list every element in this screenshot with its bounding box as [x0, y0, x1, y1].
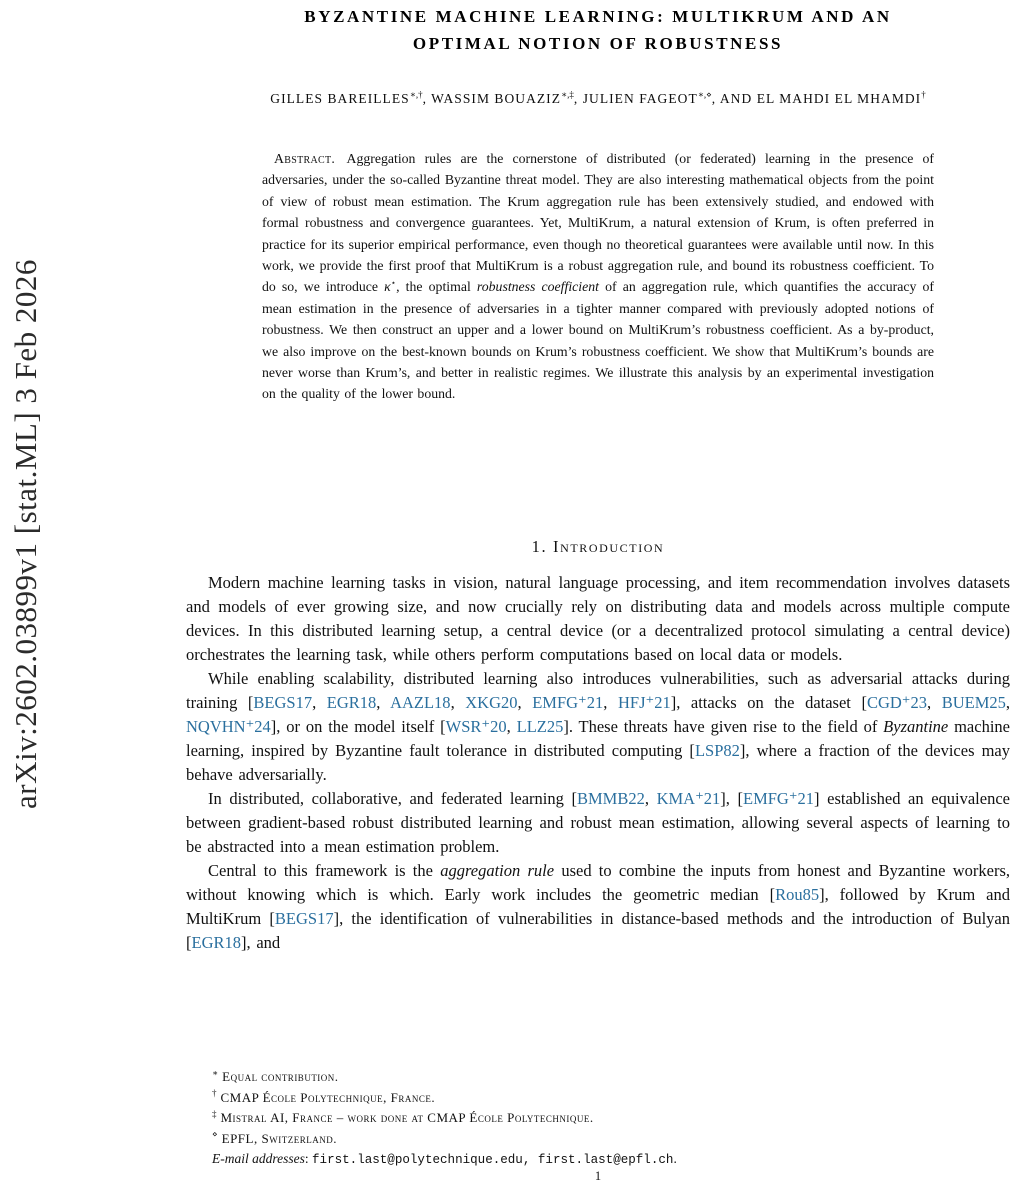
text-segment: ∗,† [409, 89, 423, 100]
footnote-text: Equal contribution. [222, 1069, 339, 1084]
footnotes-block [212, 1067, 994, 1171]
footnote-email [212, 1149, 994, 1171]
footnote-text: CMAP École Polytechnique, France. [220, 1089, 436, 1105]
paragraph [186, 667, 1010, 787]
text-segment: machine learning, inspired by Byzantine fault tolerance in distributed computing [ [186, 717, 1010, 760]
paper-title [186, 3, 1010, 57]
text-segment: ], [ [720, 789, 743, 808]
citation-link[interactable]: LSP82 [694, 741, 740, 760]
text-segment: , the optimal [396, 279, 477, 295]
text-segment: ], or on the model itself [ [270, 717, 446, 736]
citation-link[interactable]: NQVHN⁺24 [186, 717, 271, 736]
section-heading-introduction: 1. Introduction [531, 537, 665, 556]
footnote-equal-contribution [212, 1067, 994, 1088]
citation-link[interactable]: EMFG⁺21 [742, 789, 815, 808]
text-segment: of an aggregation rule, which quantifies the accuracy of mean estimation in the presence of adversaries in a tighter manner compared with previously adopted notions of robustness. We then construct an upper and a lower bound on MultiKrum’s robustness coefficient. As a by-product, we also improve on the best-known bounds on Krum’s robustness coefficient. We show that MultiKrum’s bounds are never worse than Krum’s, and better in realistic regimes. We illustrate this analysis by an experimental investigation on the quality of the lower bound. [262, 279, 934, 402]
citation-link[interactable]: CGD⁺23 [866, 693, 927, 712]
citation-link[interactable]: BEGS17 [274, 909, 334, 928]
paragraph [186, 787, 1010, 859]
citation-link[interactable]: HFJ⁺21 [617, 693, 671, 712]
text-segment: , [603, 693, 618, 712]
text-segment: ∗,‡ [561, 89, 574, 100]
authors-line [270, 91, 925, 107]
text-segment: ], attacks on the dataset [ [670, 693, 867, 712]
paragraph [186, 571, 1010, 667]
footnote-epfl [212, 1129, 994, 1150]
paper-title-line1: BYZANTINE MACHINE LEARNING: MULTIKRUM AND AN [304, 7, 892, 26]
footnote-marker: ∗ [212, 1067, 219, 1078]
text-segment: , [450, 693, 466, 712]
citation-link[interactable]: BEGS17 [253, 693, 313, 712]
text-segment: , [312, 693, 327, 712]
citation-link[interactable]: XKG20 [465, 693, 518, 712]
text-segment: , WASSIM BOUAZIZ [422, 91, 562, 106]
citation-link[interactable]: AAZL18 [390, 693, 451, 712]
text-segment: ], where a fraction of the devices may behave adversarially. [186, 741, 1011, 784]
text-segment: ∗,⋄ [697, 89, 712, 100]
citation-link[interactable]: LLZ25 [516, 717, 564, 736]
citation-link[interactable]: EGR18 [326, 693, 377, 712]
arxiv-watermark [8, 164, 48, 904]
text-segment: robustness coefficient [476, 279, 599, 295]
text-segment: Central to this framework is the [208, 861, 441, 880]
text-segment: , [506, 717, 517, 736]
text-segment: In distributed, collaborative, and federated learning [ [208, 789, 577, 808]
text-segment: ], the identification of vulnerabilities in distance-based methods and the introduction of Bulyan [ [186, 909, 1011, 952]
text-segment: ], followed by Krum and MultiKrum [ [186, 885, 1010, 928]
text-segment: While enabling scalability, distributed learning also introduces vulnerabilities, such as adversarial attacks during training [ [186, 669, 1010, 712]
footnote-marker: † [212, 1088, 217, 1099]
footnote-text: Mistral AI, France – work done at CMAP École Polytechnique. [220, 1110, 594, 1125]
citation-link[interactable]: WSR⁺20 [445, 717, 507, 736]
text-segment: † [921, 89, 926, 100]
citation-link[interactable]: EGR18 [191, 933, 241, 952]
footnote-cmap [212, 1088, 994, 1109]
citation-link[interactable]: BUEM25 [941, 693, 1006, 712]
email-address-text: first.last@polytechnique.edu, first.last@epfl.ch [312, 1153, 674, 1167]
text-segment: Modern machine learning tasks in vision, natural language processing, and item recommendation involves datasets and models of ever growing size, and now crucially rely on distributing data and models across multiple compute devices. In this distributed learning setup, a central device (or a decentralized protocol simulating a central device) orchestrates the learning task, while others perform computations based on local data or models. [186, 573, 1010, 664]
text-segment: Byzantine [883, 717, 949, 736]
citation-link[interactable]: KMA⁺21 [656, 789, 721, 808]
paper-title-line2: OPTIMAL NOTION OF ROBUSTNESS [412, 34, 784, 53]
citation-link[interactable]: Rou85 [775, 885, 820, 904]
text-segment: ] established an equivalence between gradient-based robust distributed learning and robust mean estimation, allowing several aspects of learning to be abstracted into a mean estimation problem. [186, 789, 1010, 856]
text-segment: , [1005, 693, 1010, 712]
introduction-body [186, 571, 1010, 955]
footnote-mistral [212, 1108, 994, 1129]
text-segment: , [517, 693, 533, 712]
text-segment: , AND EL MAHDI EL MHAMDI [711, 91, 922, 106]
paper-page [186, 0, 1010, 1190]
text-segment: ], and [241, 933, 281, 952]
text-segment: aggregation rule [440, 861, 555, 880]
paragraph [186, 859, 1010, 955]
text-segment: GILLES BAREILLES [270, 91, 410, 106]
text-segment: , [927, 693, 942, 712]
text-segment: used to combine the inputs from honest and Byzantine workers, without knowing which is which. Early work includes the geometric median [ [186, 861, 1010, 904]
footnote-marker: ‡ [212, 1108, 217, 1119]
page-number: 1 [594, 1169, 602, 1183]
text-segment: . [673, 1151, 677, 1166]
text-segment: ]. These threats have given rise to the field of [563, 717, 884, 736]
text-segment: E-mail addresses [212, 1151, 305, 1166]
footnote-marker: ⋄ [212, 1129, 218, 1140]
text-segment: , JULIEN FAGEOT [573, 91, 698, 106]
citation-link[interactable]: BMMB22 [576, 789, 645, 808]
arxiv-id-label: arXiv:2602.03899v1 [stat.ML] 3 Feb 2026 [8, 259, 43, 809]
text-segment: Aggregation rules are the cornerstone of distributed (or federated) learning in the presence of adversaries, under the so-called Byzantine threat model. They are also interesting mathematical objects from the point of view of robust mean estimation. The Krum aggregation rule has been extensively studied, and endowed with formal robustness and convergence guarantees. Yet, MultiKrum, a natural extension of Krum, is often preferred in practice for its superior empirical performance, even though no theoretical guarantees were available until now. In this work, we provide the first proof that MultiKrum is a robust aggregation rule, and bound its robustness coefficient. To do so, we introduce [262, 151, 934, 295]
abstract-paragraph [262, 148, 934, 405]
text-segment: Abstract. [274, 151, 336, 166]
text-segment: ⋆ [390, 277, 397, 288]
footnote-text: EPFL, Switzerland. [221, 1130, 337, 1146]
citation-link[interactable]: EMFG⁺21 [532, 693, 604, 712]
text-segment: : [304, 1151, 313, 1166]
text-segment: , [644, 789, 657, 808]
text-segment: κ [384, 279, 391, 295]
text-segment: , [376, 693, 391, 712]
